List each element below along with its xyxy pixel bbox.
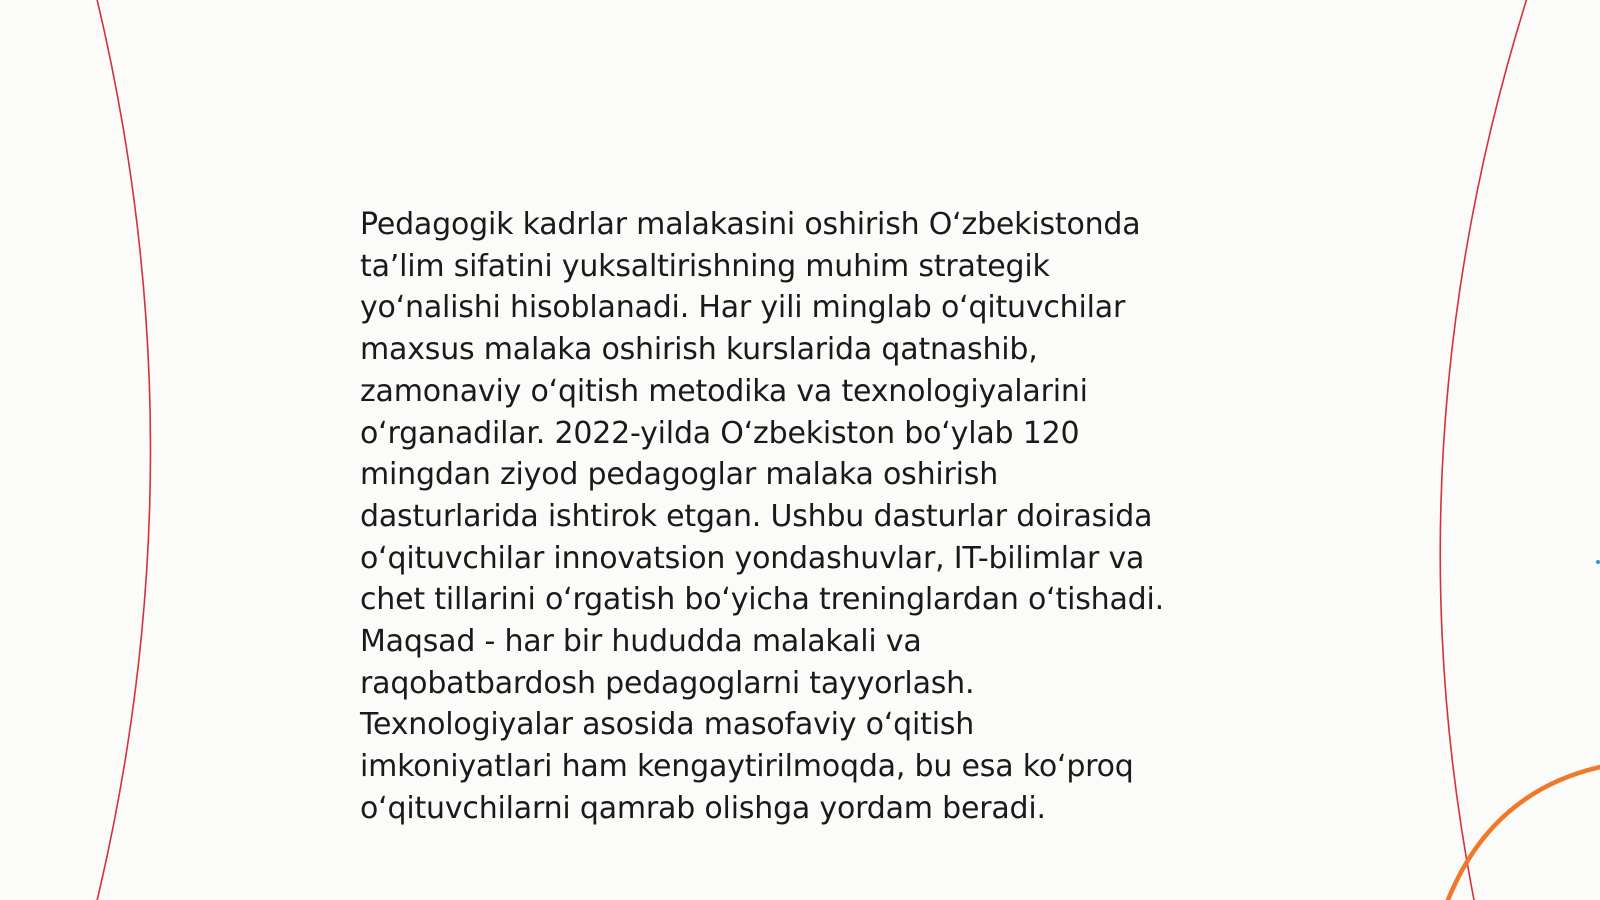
- body-line: chet tillarini o‘rgatish bo‘yicha treninglardan o‘tishadi.: [360, 582, 1164, 618]
- accent-arc: [1446, 766, 1600, 900]
- body-line: Pedagogik kadrlar malakasini oshirish O‘zbekistonda: [360, 207, 1141, 242]
- body-line: zamonaviy o‘qitish metodika va texnologiyalarini: [360, 373, 1088, 409]
- body-line: dasturlarida ishtirok etgan. Ushbu dasturlar doirasida: [360, 498, 1153, 534]
- body-line: maxsus malaka oshirish kurslarida qatnashib,: [360, 332, 1038, 368]
- body-line: ta’lim sifatini yuksaltirishning muhim strategik: [360, 248, 1050, 284]
- body-line: o‘qituvchilarni qamrab olishga yordam beradi.: [360, 790, 1046, 826]
- body-paragraph: [360, 204, 1260, 830]
- body-line: Texnologiyalar asosida masofaviy o‘qitish: [360, 707, 975, 743]
- accent-dot: [1596, 560, 1600, 564]
- left-curve-line: [96, 0, 151, 900]
- right-curve-line: [1440, 0, 1528, 900]
- body-line: mingdan ziyod pedagoglar malaka oshirish: [360, 457, 999, 493]
- body-line: yo‘nalishi hisoblanadi. Har yili minglab o‘qituvchilar: [360, 290, 1126, 326]
- body-line: Maqsad - har bir hududda malakali va: [360, 624, 922, 660]
- body-line: o‘qituvchilar innovatsion yondashuvlar, IT-bilimlar va: [360, 540, 1145, 576]
- body-line: imkoniyatlari ham kengaytirilmoqda, bu esa ko‘proq: [360, 749, 1134, 785]
- body-line: raqobatbardosh pedagoglarni tayyorlash.: [360, 665, 975, 701]
- body-line: o‘rganadilar. 2022-yilda O‘zbekiston bo‘ylab 120: [360, 415, 1080, 451]
